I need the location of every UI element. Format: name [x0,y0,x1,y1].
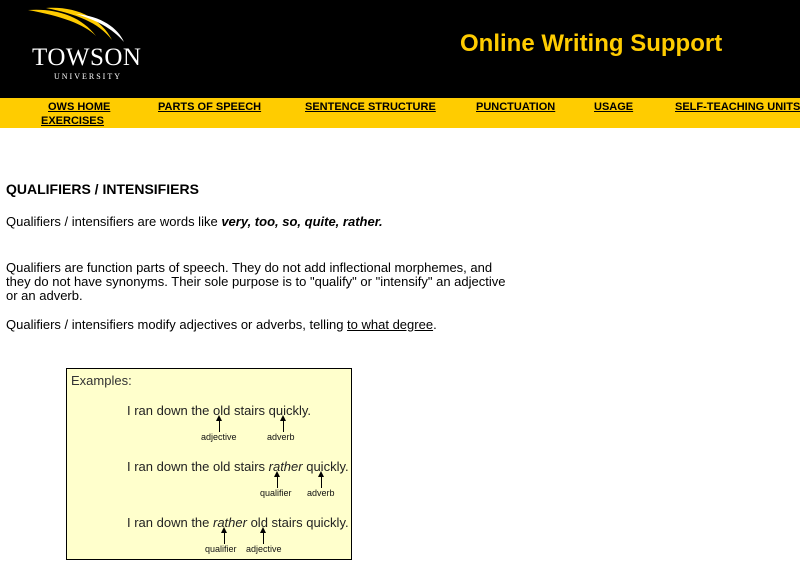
page-title: QUALIFIERS / INTENSIFIERS [6,181,199,197]
function-paragraph: Qualifiers are function parts of speech. They do not add inflectional morphemes, and they do not have synonyms. Their sole purpose is to "qualify" or "intensify" an adjective or an adverb. [6,260,506,303]
arrow-up-icon [224,532,225,544]
example-sentence-1: I ran down the old stairs quickly. [127,403,312,418]
arrow-up-icon [219,420,220,432]
intro-paragraph [6,214,383,229]
logo-wordmark: TOWSON [32,44,142,71]
nav-sentence-structure[interactable]: SENTENCE STRUCTURE [305,101,436,113]
label-adverb: adverb [307,488,335,498]
modify-end: . [433,317,437,332]
intro-examples: very, too, so, quite, rather. [221,214,383,229]
intro-text: Qualifiers / intensifiers are words like [6,214,222,229]
sentence-3-part-a: I ran down the [127,515,213,530]
degree-term: to what degree [347,317,434,332]
modify-text: Qualifiers / intensifiers modify adjectives or adverbs, telling [6,317,348,332]
arrow-up-icon [283,420,284,432]
example-sentence-3 [127,515,349,530]
modify-paragraph [6,317,437,332]
towson-logo[interactable] [22,6,152,88]
arrow-up-icon [277,476,278,488]
logo-subtitle: UNIVERSITY [54,72,122,81]
label-adverb: adverb [267,432,295,442]
sentence-2-part-c: quickly. [302,459,349,474]
label-adjective: adjective [201,432,237,442]
nav-usage[interactable]: USAGE [594,101,634,113]
tiger-stripe-icon [26,6,136,46]
main-nav [0,98,800,128]
example-sentence-2 [127,459,349,474]
nav-self-teaching-units[interactable]: SELF-TEACHING UNITS [675,101,800,113]
label-adjective: adjective [246,544,282,554]
sentence-3-part-c: old stairs quickly. [246,515,349,530]
examples-box [66,368,352,560]
sentence-2-part-a: I ran down the old stairs [127,459,269,474]
nav-ows-home[interactable]: OWS HOME [48,101,111,113]
sentence-3-qualifier: rather [213,515,247,530]
nav-punctuation[interactable]: PUNCTUATION [476,101,556,113]
label-qualifier: qualifier [205,544,237,554]
site-title: Online Writing Support [460,30,723,57]
nav-parts-of-speech[interactable]: PARTS OF SPEECH [158,101,262,113]
arrow-up-icon [263,532,264,544]
examples-title: Examples: [71,373,132,388]
sentence-2-qualifier: rather [268,459,303,474]
arrow-up-icon [321,476,322,488]
site-header [0,0,800,98]
nav-exercises[interactable]: EXERCISES [41,115,104,127]
label-qualifier: qualifier [260,488,292,498]
